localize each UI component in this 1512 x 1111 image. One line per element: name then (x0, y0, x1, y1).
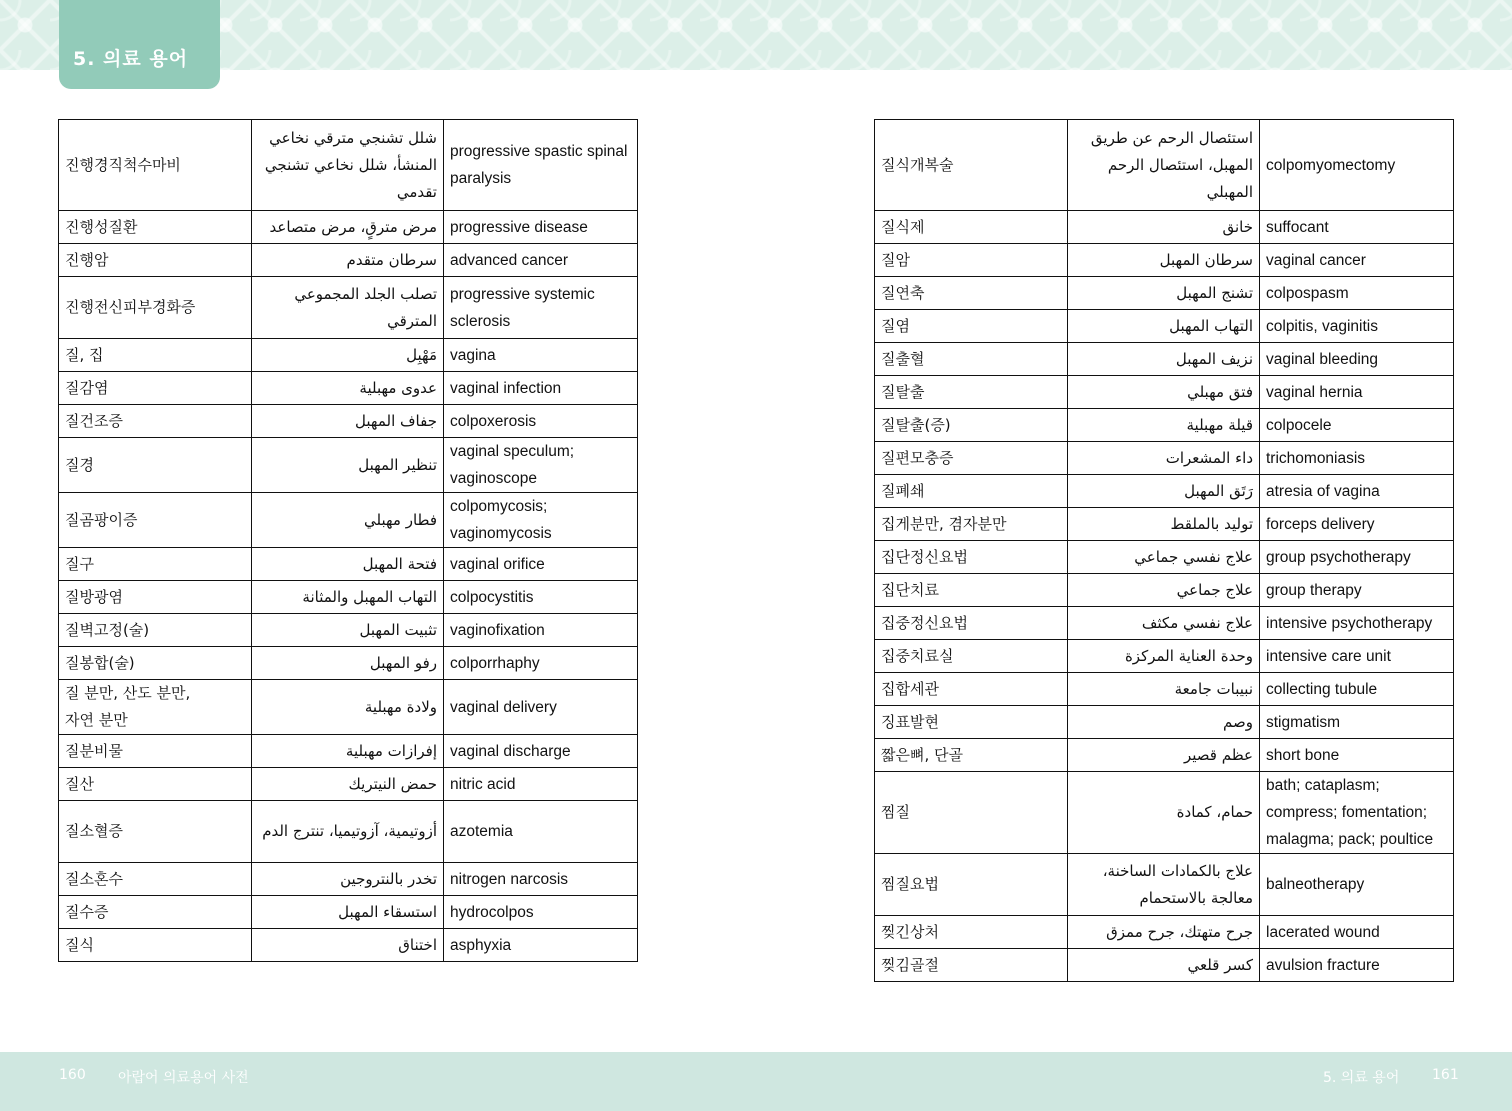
arabic-term: علاج بالكمادات الساخنة، معالجة بالاستحمام (1068, 854, 1260, 916)
korean-term: 질폐쇄 (875, 475, 1068, 508)
table-row (875, 277, 1454, 310)
arabic-term: شلل تشنجي مترقي نخاعي المنشأ، شلل نخاعي تشنجي تقدمي (252, 120, 444, 211)
chapter-tab: 5. 의료 용어 (59, 0, 220, 89)
arabic-term: تثبيت المهبل (252, 614, 444, 647)
table-row (875, 640, 1454, 673)
korean-term: 징표발현 (875, 706, 1068, 739)
left-page-number: 160 (59, 1067, 86, 1083)
arabic-term: فطار مهبلي (252, 493, 444, 548)
table-row (59, 680, 638, 735)
table-row (875, 673, 1454, 706)
table-row (875, 409, 1454, 442)
english-term: colpitis, vaginitis (1260, 310, 1454, 343)
arabic-term: رفو المهبل (252, 647, 444, 680)
arabic-term: تصلب الجلد المجموعي المترقي (252, 277, 444, 339)
korean-term: 질염 (875, 310, 1068, 343)
table-row (59, 120, 638, 211)
arabic-term: نبيبات جامعة (1068, 673, 1260, 706)
left-terms-table (58, 119, 638, 962)
arabic-term: فتق مهبلي (1068, 376, 1260, 409)
arabic-term: فتحة المهبل (252, 548, 444, 581)
korean-term: 질산 (59, 768, 252, 801)
english-term: suffocant (1260, 211, 1454, 244)
korean-term: 질, 집 (59, 339, 252, 372)
arabic-term: خانق (1068, 211, 1260, 244)
arabic-term: اختناق (252, 929, 444, 962)
korean-term: 질식제 (875, 211, 1068, 244)
korean-term: 질건조증 (59, 405, 252, 438)
korean-term: 진행성질환 (59, 211, 252, 244)
arabic-term: تنظير المهبل (252, 438, 444, 493)
table-row (875, 739, 1454, 772)
english-term: asphyxia (444, 929, 638, 962)
table-row (875, 574, 1454, 607)
table-row (875, 916, 1454, 949)
korean-term: 질구 (59, 548, 252, 581)
arabic-term: استسقاء المهبل (252, 896, 444, 929)
arabic-term: وصم (1068, 706, 1260, 739)
arabic-term: تشنج المهبل (1068, 277, 1260, 310)
right-page-number: 161 (1432, 1067, 1459, 1083)
english-term: vaginal infection (444, 372, 638, 405)
arabic-term: جفاف المهبل (252, 405, 444, 438)
korean-term: 질출혈 (875, 343, 1068, 376)
english-term: forceps delivery (1260, 508, 1454, 541)
table-row (59, 211, 638, 244)
korean-term: 질벽고정(술) (59, 614, 252, 647)
arabic-term: عدوى مهبلية (252, 372, 444, 405)
footer-chapter-label: 5. 의료 용어 (1323, 1070, 1400, 1086)
table-row (59, 768, 638, 801)
korean-term: 진행경직척수마비 (59, 120, 252, 211)
table-row (59, 863, 638, 896)
korean-term: 질수증 (59, 896, 252, 929)
korean-term: 질식 (59, 929, 252, 962)
english-term: progressive spastic spinal paralysis (444, 120, 638, 211)
footer-band (0, 1052, 1512, 1111)
korean-term: 질 분만, 산도 분만, 자연 분만 (59, 680, 252, 735)
arabic-term: علاج نفسي جماعي (1068, 541, 1260, 574)
arabic-term: كسر قلعي (1068, 949, 1260, 982)
table-row (59, 438, 638, 493)
table-row (59, 372, 638, 405)
arabic-term: إفرازات مهبلية (252, 735, 444, 768)
korean-term: 집합세관 (875, 673, 1068, 706)
arabic-term: سرطان متقدم (252, 244, 444, 277)
table-row (875, 120, 1454, 211)
english-term: intensive care unit (1260, 640, 1454, 673)
english-term: vagina (444, 339, 638, 372)
arabic-term: مرض مترقٍ، مرض متصاعد (252, 211, 444, 244)
english-term: vaginofixation (444, 614, 638, 647)
table-row (875, 706, 1454, 739)
english-term: vaginal discharge (444, 735, 638, 768)
table-row (59, 896, 638, 929)
english-term: vaginal cancer (1260, 244, 1454, 277)
arabic-term: رَتَق المهبل (1068, 475, 1260, 508)
table-row (875, 376, 1454, 409)
book-title: 아랍어 의료용어 사전 (118, 1070, 249, 1086)
korean-term: 질탈출 (875, 376, 1068, 409)
english-term: colpospasm (1260, 277, 1454, 310)
arabic-term: استئصال الرحم عن طريق المهبل، استئصال الرحم المهبلي (1068, 120, 1260, 211)
arabic-term: وحدة العناية المركزة (1068, 640, 1260, 673)
table-row (875, 442, 1454, 475)
english-term: lacerated wound (1260, 916, 1454, 949)
korean-term: 질곰팡이증 (59, 493, 252, 548)
table-row (875, 508, 1454, 541)
table-row (59, 581, 638, 614)
korean-term: 집게분만, 겸자분만 (875, 508, 1068, 541)
table-row (59, 339, 638, 372)
english-term: azotemia (444, 801, 638, 863)
table-row (59, 735, 638, 768)
arabic-term: قيلة مهبلية (1068, 409, 1260, 442)
table-row (875, 475, 1454, 508)
english-term: colpoxerosis (444, 405, 638, 438)
english-term: group psychotherapy (1260, 541, 1454, 574)
arabic-term: التهاب المهبل (1068, 310, 1260, 343)
korean-term: 질봉합(술) (59, 647, 252, 680)
table-row (59, 548, 638, 581)
table-row (875, 310, 1454, 343)
header-pattern-band (0, 0, 1512, 70)
english-term: group therapy (1260, 574, 1454, 607)
english-term: trichomoniasis (1260, 442, 1454, 475)
table-row (875, 772, 1454, 854)
english-term: collecting tubule (1260, 673, 1454, 706)
table-row (875, 607, 1454, 640)
arabic-term: توليد بالملقط (1068, 508, 1260, 541)
korean-term: 집단정신요법 (875, 541, 1068, 574)
english-term: stigmatism (1260, 706, 1454, 739)
korean-term: 질편모충증 (875, 442, 1068, 475)
arabic-term: ولادة مهبلية (252, 680, 444, 735)
korean-term: 짧은뼈, 단골 (875, 739, 1068, 772)
table-row (59, 614, 638, 647)
table-row (59, 405, 638, 438)
arabic-term: سرطان المهبل (1068, 244, 1260, 277)
arabic-term: علاج نفسي مكثف (1068, 607, 1260, 640)
korean-term: 찢긴상처 (875, 916, 1068, 949)
table-row (59, 929, 638, 962)
korean-term: 질방광염 (59, 581, 252, 614)
korean-term: 질소혼수 (59, 863, 252, 896)
korean-term: 질경 (59, 438, 252, 493)
arabic-term: عظم قصير (1068, 739, 1260, 772)
table-row (59, 277, 638, 339)
english-term: atresia of vagina (1260, 475, 1454, 508)
english-term: colpocele (1260, 409, 1454, 442)
english-term: vaginal speculum; vaginoscope (444, 438, 638, 493)
english-term: vaginal bleeding (1260, 343, 1454, 376)
table-row (59, 244, 638, 277)
korean-term: 질탈출(증) (875, 409, 1068, 442)
table-row (875, 854, 1454, 916)
english-term: vaginal orifice (444, 548, 638, 581)
table-row (875, 244, 1454, 277)
english-term: vaginal hernia (1260, 376, 1454, 409)
english-term: balneotherapy (1260, 854, 1454, 916)
korean-term: 질소혈증 (59, 801, 252, 863)
arabic-term: حمض النيتريك (252, 768, 444, 801)
right-terms-table (874, 119, 1454, 982)
english-term: bath; cataplasm; compress; fomentation; malagma; pack; poultice (1260, 772, 1454, 854)
korean-term: 찜질 (875, 772, 1068, 854)
english-term: colporrhaphy (444, 647, 638, 680)
english-term: nitrogen narcosis (444, 863, 638, 896)
korean-term: 질식개복술 (875, 120, 1068, 211)
arabic-term: حمام، كمادة (1068, 772, 1260, 854)
arabic-term: تخدر بالنتروجين (252, 863, 444, 896)
korean-term: 집중정신요법 (875, 607, 1068, 640)
arabic-term: نزيف المهبل (1068, 343, 1260, 376)
arabic-term: جرح متهتك، جرح ممزق (1068, 916, 1260, 949)
english-term: colpomycosis; vaginomycosis (444, 493, 638, 548)
table-row (59, 647, 638, 680)
korean-term: 진행암 (59, 244, 252, 277)
english-term: nitric acid (444, 768, 638, 801)
english-term: intensive psychotherapy (1260, 607, 1454, 640)
table-row (59, 801, 638, 863)
korean-term: 질분비물 (59, 735, 252, 768)
arabic-term: مَهْبِل (252, 339, 444, 372)
arabic-term: أزوتيمية، آزوتيميا، تنترج الدم (252, 801, 444, 863)
english-term: avulsion fracture (1260, 949, 1454, 982)
korean-term: 진행전신피부경화증 (59, 277, 252, 339)
arabic-term: التهاب المهبل والمثانة (252, 581, 444, 614)
korean-term: 집단치료 (875, 574, 1068, 607)
english-term: advanced cancer (444, 244, 638, 277)
english-term: progressive systemic sclerosis (444, 277, 638, 339)
table-row (875, 949, 1454, 982)
table-row (875, 343, 1454, 376)
english-term: colpomyomectomy (1260, 120, 1454, 211)
korean-term: 질암 (875, 244, 1068, 277)
korean-term: 질연축 (875, 277, 1068, 310)
table-row (59, 493, 638, 548)
english-term: vaginal delivery (444, 680, 638, 735)
korean-term: 질감염 (59, 372, 252, 405)
arabic-term: داء المشعرات (1068, 442, 1260, 475)
korean-term: 집중치료실 (875, 640, 1068, 673)
table-row (875, 541, 1454, 574)
table-row (875, 211, 1454, 244)
arabic-term: علاج جماعي (1068, 574, 1260, 607)
korean-term: 찢김골절 (875, 949, 1068, 982)
korean-term: 찜질요법 (875, 854, 1068, 916)
english-term: colpocystitis (444, 581, 638, 614)
english-term: hydrocolpos (444, 896, 638, 929)
english-term: short bone (1260, 739, 1454, 772)
english-term: progressive disease (444, 211, 638, 244)
